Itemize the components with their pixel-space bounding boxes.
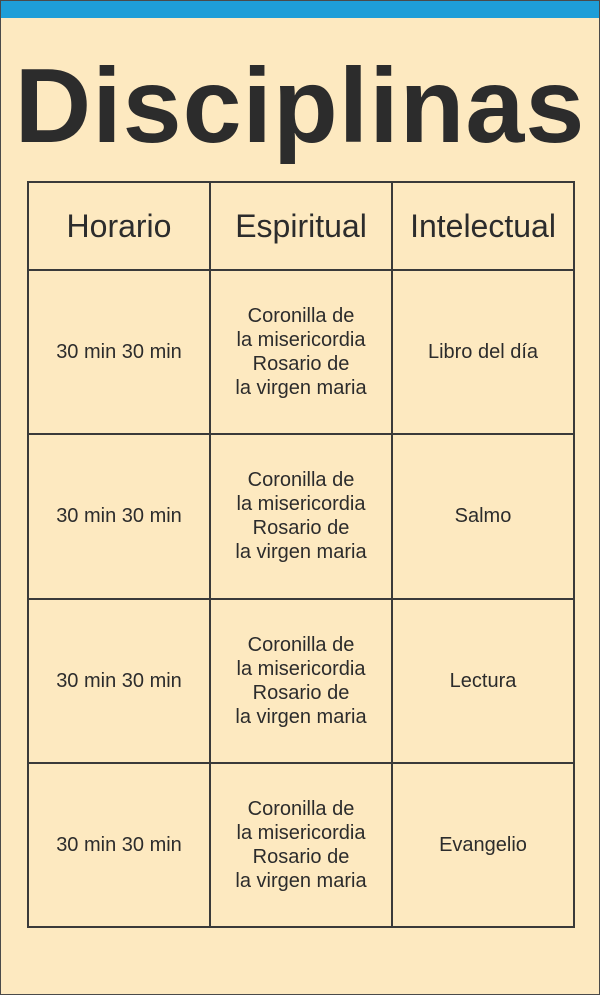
schedule-table: [27, 181, 575, 928]
espiritual-line: la virgen maria: [235, 541, 367, 564]
espiritual-line: Rosario de: [252, 517, 350, 540]
header-espiritual: Espiritual: [210, 182, 392, 270]
cell-intelectual: Libro del día: [392, 270, 574, 434]
cell-espiritual: [210, 434, 392, 598]
espiritual-line: la virgen maria: [235, 705, 367, 728]
cell-horario: 30 min 30 min: [28, 434, 210, 598]
cell-horario: 30 min 30 min: [28, 270, 210, 434]
cell-intelectual: Lectura: [392, 599, 574, 763]
table-row: [28, 434, 574, 598]
table-header-row: [28, 182, 574, 270]
espiritual-line: Coronilla de: [247, 633, 355, 656]
table-row: [28, 763, 574, 927]
cell-intelectual: Salmo: [392, 434, 574, 598]
espiritual-line: Coronilla de: [247, 469, 355, 492]
espiritual-line: la virgen maria: [235, 869, 367, 892]
cell-intelectual: Evangelio: [392, 763, 574, 927]
espiritual-line: Coronilla de: [247, 797, 355, 820]
header-intelectual: Intelectual: [392, 182, 574, 270]
espiritual-line: la misericordia: [236, 329, 366, 352]
espiritual-line: la misericordia: [236, 821, 366, 844]
cell-espiritual: [210, 599, 392, 763]
espiritual-line: Rosario de: [252, 353, 350, 376]
espiritual-line: la virgen maria: [235, 377, 367, 400]
top-accent-bar: [1, 1, 599, 18]
cell-espiritual: [210, 763, 392, 927]
espiritual-line: Rosario de: [252, 845, 350, 868]
table-row: [28, 599, 574, 763]
cell-horario: 30 min 30 min: [28, 763, 210, 927]
espiritual-line: la misericordia: [236, 493, 366, 516]
header-horario: Horario: [28, 182, 210, 270]
espiritual-line: Rosario de: [252, 681, 350, 704]
table-row: [28, 270, 574, 434]
cell-horario: 30 min 30 min: [28, 599, 210, 763]
page-title: Disciplinas: [14, 47, 586, 165]
espiritual-line: Coronilla de: [247, 305, 355, 328]
espiritual-line: la misericordia: [236, 657, 366, 680]
cell-espiritual: [210, 270, 392, 434]
